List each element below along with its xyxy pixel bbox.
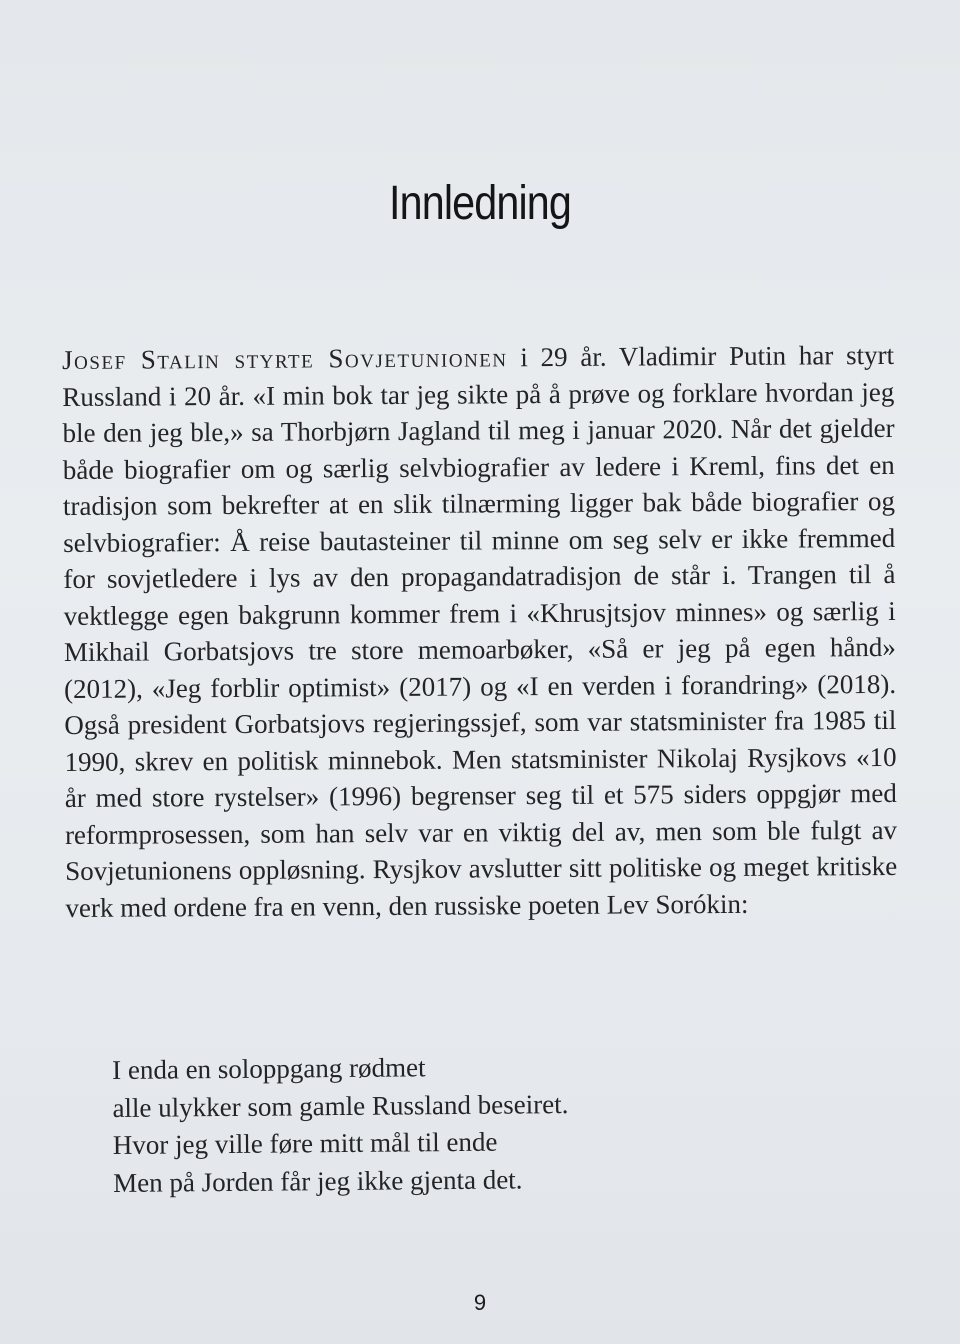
poem-line: Men på Jorden får jeg ikke gjenta det. [113,1163,523,1198]
chapter-title: Innledning [389,177,571,230]
poem-line: alle ulykker som gamle Russland beseiret. [112,1088,569,1123]
lead-in-smallcaps: Josef Stalin styrte Sovjetunionen [62,342,508,375]
poem-quote [112,1046,833,1202]
poem-line: Hvor jeg ville føre mitt mål til ende [112,1126,498,1160]
page-number: 9 [473,1290,487,1315]
poem-line: I enda en soloppgang rødmet [112,1052,426,1085]
body-paragraph [62,337,898,926]
body-text: i 29 år. Vladimir Putin har styrt Russland i 20 år. «I min bok tar jeg sikte på å prøve og forklare hvordan jeg ble den jeg ble,» sa Thorbjørn Jagland til meg i januar 2020. Når det gjelder både biografier om og særlig selvbiografier av ledere i Kreml, fins det en tradisjon som bekrefter at en slik tilnærming ligger bak både biografier og selvbiografier: Å reise bautasteiner til minne om seg selv er ikke fremmed for sovjetledere i lys av den propagandatradisjon de står i. Trangen til å vektlegge egen bakgrunn kommer frem i «Khrusjtsjov minnes» og særlig i Mikhail Gorbatsjovs tre store memoarbøker, «Så er jeg på egen hånd» (2012), «Jeg forblir optimist» (2017) og «I en verden i forandring» (2018). Også president Gorbatsjovs regjeringssjef, som var statsminister fra 1985 til 1990, skrev en politisk minnebok. Men statsminister Nikolaj Rysjkovs «10 år med store rystelser» (1996) begrenser seg til et 575 siders oppgjør med reformprosessen, som han selv var en viktig del av, men som ble fulgt av Sovjetunionens oppløsning. Rysjkov avslutter sitt politiske og meget kritiske verk med ordene fra en venn, den russiske poeten Lev Sorókin: [62,339,898,923]
